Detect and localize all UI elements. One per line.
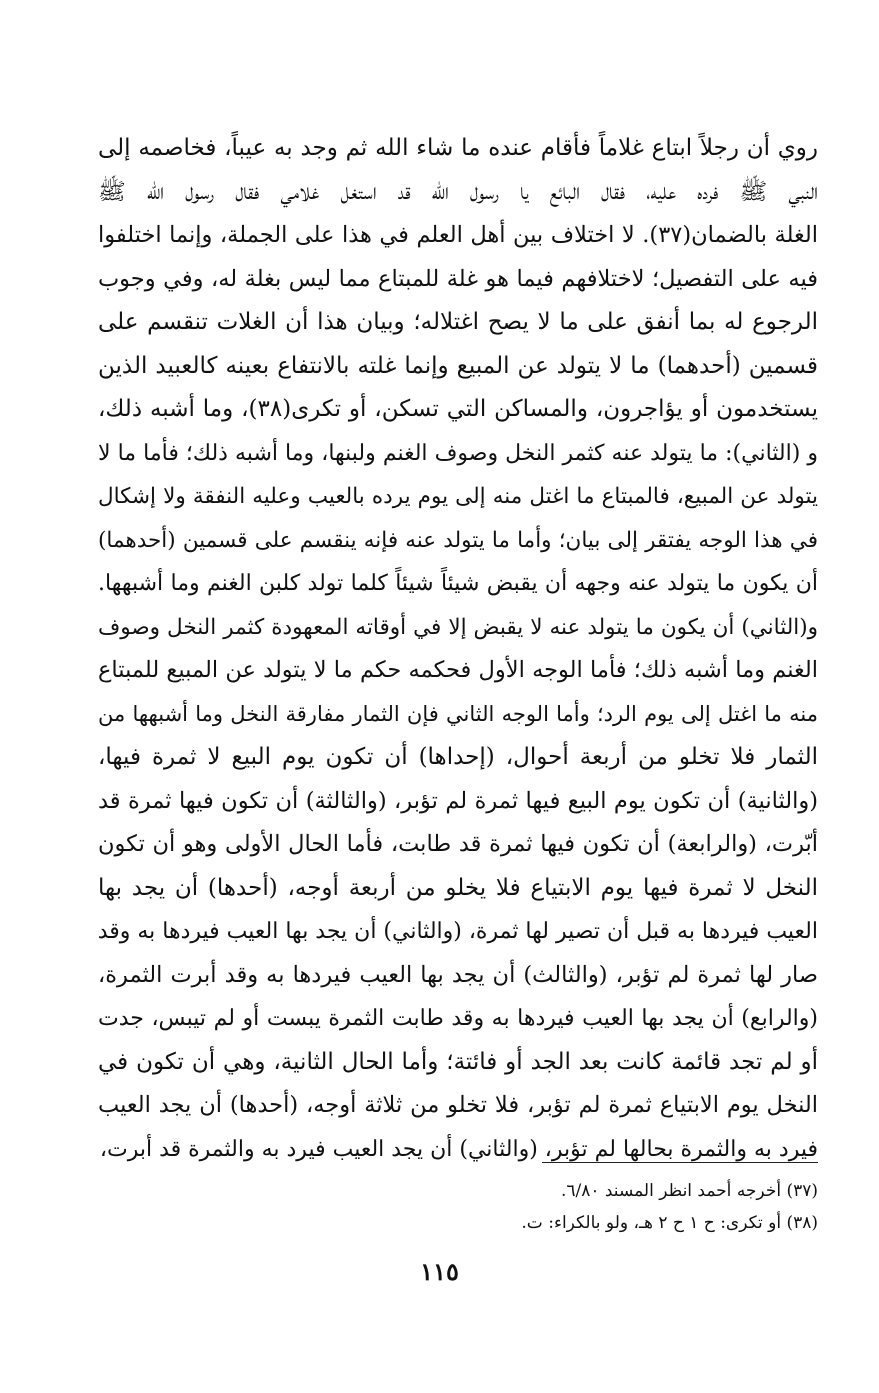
body-line: أو لم تجد قائمة كانت بعد الجد أو فائتة؛ وأما الحال الثانية، وهي أن تكون في — [98, 1048, 818, 1075]
body-line: فيه على التفصيل؛ لاختلافهم فيما هو غلة للمبتاع مما ليس بغلة له، وفي وجوب — [98, 265, 818, 292]
body-line: الغنم وما أشبه ذلك؛ فأما الوجه الأول فحكمه حكم ما لا يتولد عن المبيع للمبتاع — [98, 657, 818, 683]
body-line: (والرابع) أن يجد بها العيب فيردها به وقد طابت الثمرة يبست أو لم تيبس، جدت — [98, 1006, 818, 1031]
footnote: (٣٨) أو تكرى: ح ١ ح ٢ هـ، ولو بالكراء: ت. — [521, 1213, 818, 1233]
body-line: فيرد به والثمرة بحالها لم تؤبر، (والثاني) أن يجد العيب فيرد به والثمرة قد أبرت، — [99, 1136, 818, 1162]
body-line: قسمين (أحدهما) ما لا يتولد عن المبيع وإنما غلته بالانتفاع بعينه كالعبيد الذين — [98, 352, 818, 379]
body-line: الغلة بالضمان(٣٧). لا اختلاف بين أهل العلم في هذا على الجملة، وإنما اختلفوا — [98, 222, 818, 248]
body-line: النخل لا ثمرة فيها يوم الابتياع فلا يخلو من أربعة أوجه، (أحدها) أن يجد بها — [98, 874, 818, 901]
body-line: النبي ﷺ فرده عليه، فقال البائع يا رسول الله قد استغل غلامي فقال رسول الله ﷺ — [98, 178, 818, 205]
body-line: العيب فيردها به قبل أن تصير لها ثمرة، (والثاني) أن يجد بها العيب فيردها به وقد — [98, 919, 818, 944]
body-text — [98, 127, 818, 1171]
body-line: أبّرت، (والرابعة) أن تكون فيها ثمرة قد طابت، فأما الحال الأولى وهو أن تكون — [98, 831, 818, 857]
body-line: منه ما اغتل إلى يوم الرد؛ وأما الوجه الثاني فإن الثمار مفارقة النخل وما أشبهها من — [98, 701, 818, 726]
footnotes — [98, 1175, 818, 1239]
body-line: يستخدمون أو يؤاجرون، والمساكن التي تسكن، أو تكرى(٣٨)، وما أشبه ذلك، — [98, 396, 818, 422]
body-line: يتولد عن المبيع، فالمبتاع ما اغتل منه إلى يوم يرده بالعيب وعليه النفقة ولا إشكال — [98, 484, 818, 509]
body-line: و (الثاني): ما يتولد عنه كثمر النخل وصوف الغنم ولبنها، وما أشبه ذلك؛ فأما ما لا — [98, 440, 818, 466]
body-line: صار لها ثمرة لم تؤبر، (والثالث) أن يجد بها العيب فيردها به وقد أبرت الثمرة، — [98, 961, 818, 988]
body-line: و(الثاني) أن يكون ما يتولد عنه لا يقبض إلا في أوقاته المعهودة كثمر النخل وصوف — [98, 614, 818, 640]
footnote: (٣٧) أخرجه أحمد انظر المسند ٦/٨٠. — [560, 1181, 818, 1201]
body-line: (والثانية) أن تكون يوم البيع فيها ثمرة لم تؤبر، (والثالثة) أن تكون فيها ثمرة قد — [98, 787, 818, 814]
page-number: ١١٥ — [420, 1257, 459, 1286]
body-line: روي أن رجلاً ابتاع غلاماً فأقام عنده ما شاء الله ثم وجد به عيباً، فخاصمه إلى — [98, 135, 818, 161]
body-line: الثمار فلا تخلو من أربعة أحوال، (إحداها) أن تكون يوم البيع لا ثمرة فيها، — [98, 744, 818, 770]
body-line: الرجوع له بما أنفق على ما لا يصح اغتلاله؛ وبيان هذا أن الغلات تنقسم على — [98, 309, 818, 335]
footnote-divider — [542, 1162, 818, 1163]
body-line: النخل يوم الابتياع ثمرة لم تؤبر، فلا تخلو من ثلاثة أوجه، (أحدها) أن يجد العيب — [98, 1092, 818, 1118]
body-line: أن يكون ما يتولد عنه وجهه أن يقبض شيئاً شيئاً كلما تولد كلبن الغنم وما أشبهها. — [98, 571, 818, 596]
body-line: في هذا الوجه يفتقر إلى بيان؛ وأما ما يتولد عنه فإنه ينقسم على قسمين (أحدهما) — [98, 527, 818, 553]
